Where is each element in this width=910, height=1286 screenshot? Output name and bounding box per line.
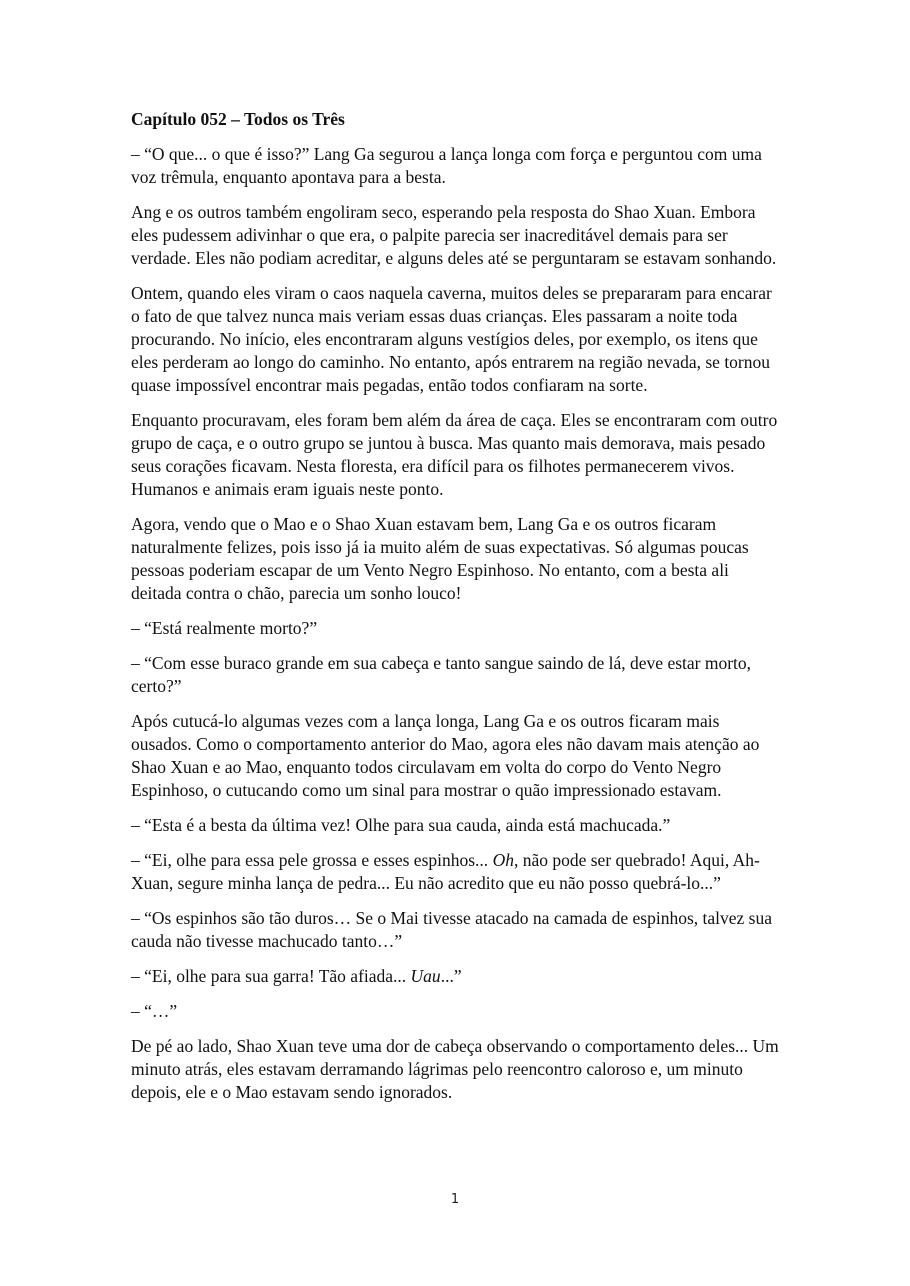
chapter-title: Capítulo 052 – Todos os Três [131, 109, 345, 129]
paragraph-4: Enquanto procuravam, eles foram bem além da área de caça. Eles se encontraram com outro grupo de caça, e o outro grupo se juntou à busca. Mas quanto mais demorava, mais pesado seus corações ficavam. Nesta floresta, era difícil para os filhotes permanecerem vivos. Humanos e animais eram iguais neste ponto. [131, 410, 778, 499]
paragraph-10 [131, 849, 783, 895]
paragraph-5: Agora, vendo que o Mao e o Shao Xuan estavam bem, Lang Ga e os outros ficaram naturalmente felizes, pois isso já ia muito além de suas expectativas. Só algumas poucas pessoas poderiam escapar de um Vento Negro Espinhoso. No entanto, com a besta ali deitada contra o chão, parecia um sonho louco! [131, 514, 749, 603]
page-content [131, 108, 783, 1116]
paragraph-2: Ang e os outros também engoliram seco, esperando pela resposta do Shao Xuan. Embora eles pudessem adivinhar o que era, o palpite parecia ser inacreditável demais para ser verdade. Eles não podiam acreditar, e alguns deles até se perguntaram se estavam sonhando. [131, 202, 777, 268]
paragraph-11: – “Os espinhos são tão duros… Se o Mai tivesse atacado na camada de espinhos, talvez sua cauda não tivesse machucado tanto…” [131, 908, 773, 951]
paragraph-3: Ontem, quando eles viram o caos naquela caverna, muitos deles se prepararam para encarar o fato de que talvez nunca mais veriam essas duas crianças. Eles passaram a noite toda procurando. No início, eles encontraram alguns vestígios deles, por exemplo, os itens que eles perderam ao longo do caminho. No entanto, após entrarem na região nevada, se tornou quase impossível encontrar mais pegadas, então todos confiaram na sorte. [131, 283, 772, 395]
paragraph-10-after: , não pode ser quebrado! Aqui, Ah-Xuan, segure minha lança de pedra... Eu não acredito que eu não posso quebrá-lo...” [131, 850, 760, 893]
paragraph-12-emphasis: Uau [410, 966, 441, 986]
paragraph-12 [131, 965, 783, 988]
paragraph-1: – “O que... o que é isso?” Lang Ga segurou a lança longa com força e perguntou com uma voz trêmula, enquanto apontava para a besta. [131, 144, 762, 187]
paragraph-7: – “Com esse buraco grande em sua cabeça e tanto sangue saindo de lá, deve estar morto, certo?” [131, 653, 752, 696]
paragraph-6: – “Está realmente morto?” [131, 618, 318, 638]
paragraph-10-emphasis: Oh [492, 850, 514, 870]
paragraph-9: – “Esta é a besta da última vez! Olhe para sua cauda, ainda está machucada.” [131, 815, 671, 835]
paragraph-12-before: – “Ei, olhe para sua garra! Tão afiada... [131, 966, 411, 986]
paragraph-12-after: ...” [440, 966, 462, 986]
paragraph-8: Após cutucá-lo algumas vezes com a lança longa, Lang Ga e os outros ficaram mais ousados. Como o comportamento anterior do Mao, agora eles não davam mais atenção ao Shao Xuan e ao Mao, enquanto todos circulavam em volta do corpo do Vento Negro Espinhoso, o cutucando como um sinal para mostrar o quão impressionado estavam. [131, 711, 760, 800]
page-number: 1 [450, 1192, 460, 1207]
paragraph-13: – “…” [131, 1001, 178, 1021]
paragraph-10-before: – “Ei, olhe para essa pele grossa e esses espinhos... [131, 850, 493, 870]
paragraph-14: De pé ao lado, Shao Xuan teve uma dor de cabeça observando o comportamento deles... Um minuto atrás, eles estavam derramando lágrimas pelo reencontro caloroso e, um minuto depois, ele e o Mao estavam sendo ignorados. [131, 1036, 779, 1102]
